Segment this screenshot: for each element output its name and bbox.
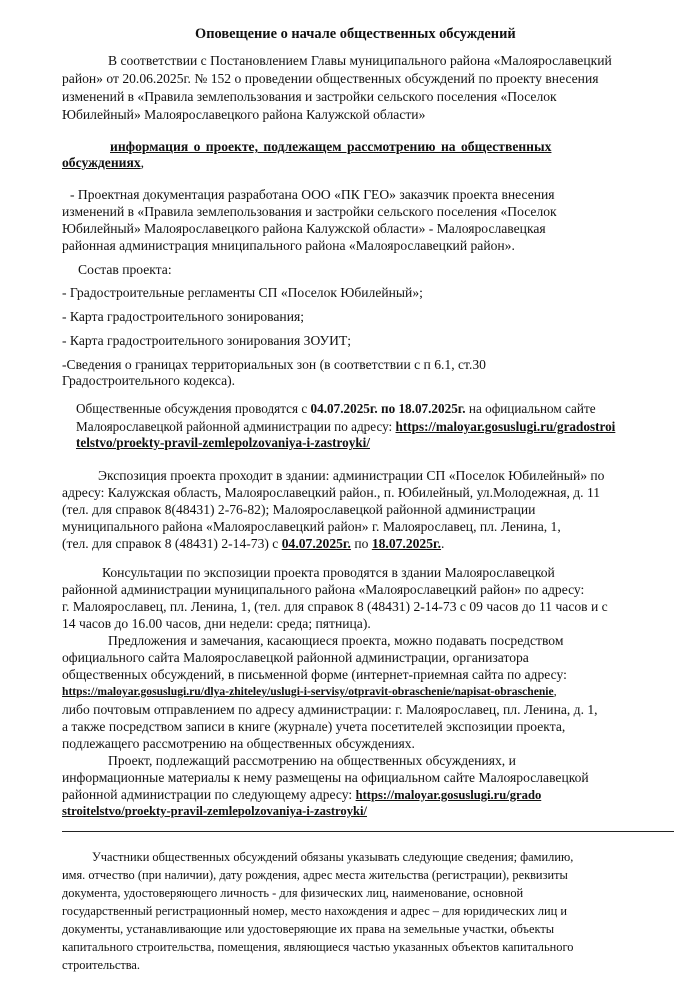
info-heading-line-1: информация о проекте, подлежащем рассмотрению на общественных	[110, 139, 552, 154]
proposals-line-4	[62, 683, 557, 700]
proposals-line-3: общественных обсуждений, в письменной форме (интернет-приемная сайта по адресу:	[62, 667, 567, 682]
appeal-link[interactable]: https://maloyar.gosuslugi.ru/dlya-zhiteley/uslugi-i-servisy/otpravit-obraschenie/napisat-obraschenie	[62, 685, 554, 698]
project-line-3	[62, 786, 541, 804]
footnote-line-5: документы, устанавливающие или удостоверяющие их права на земельные участки, объекты	[62, 922, 555, 936]
info-heading-line-2	[62, 154, 144, 171]
exposition-text: .	[441, 536, 445, 551]
exposition-line-4: муниципального района «Малоярославецкий район» г. Малоярославец, пл. Ленина, 1,	[62, 519, 561, 534]
project-link[interactable]: https://maloyar.gosuslugi.ru/grado	[355, 788, 542, 802]
discussion-text: Малоярославецкой районной администрации по адресу:	[76, 419, 396, 434]
exposition-line-5	[62, 535, 444, 552]
exposition-start-date: 04.07.2025г.	[281, 536, 351, 551]
composition-last-line-1: -Сведения о границах территориальных зон (в соответствии с п 6.1, ст.30	[62, 357, 486, 372]
footnote-line-1: Участники общественных обсуждений обязаны указывать следующие сведения; фамилию,	[92, 850, 574, 864]
intro-line-3: изменений в «Правила землепользования и застройки сельского поселения «Поселок	[62, 89, 557, 104]
consult-line-1: Консультации по экспозиции проекта проводятся в здании Малоярославецкой	[102, 565, 555, 580]
proposals-line-5: либо почтовым отправлением по адресу администрации: г. Малоярославец, пл. Ленина, д. 1,	[62, 702, 598, 717]
project-line-1: Проект, подлежащий рассмотрению на общественных обсуждениях, и	[108, 753, 516, 768]
developer-line-1: - Проектная документация разработана ООО «ПК ГЕО» заказчик проекта внесения	[70, 187, 555, 202]
discussion-text: на официальном сайте	[465, 401, 596, 416]
intro-line-1: В соответствии с Постановлением Главы муниципального района «Малоярославецкий	[108, 53, 612, 68]
proposals-line-1: Предложения и замечания, касающиеся проекта, можно подавать посредством	[108, 633, 564, 648]
proposals-line-2: официального сайта Малоярославецкой районной администрации, организатора	[62, 650, 529, 665]
notice-title: Оповещение о начале общественных обсуждений	[195, 26, 516, 42]
footnote-line-4: государственный регистрационный номер, место нахождения и адрес – для юридических лиц и	[62, 904, 568, 918]
exposition-line-3: (тел. для справок 8(48431) 2-76-82); Малоярославецкой районной администрации	[62, 502, 536, 517]
info-heading-comma: ,	[140, 155, 145, 170]
developer-line-2: изменений в «Правила землепользования и застройки сельского поселения «Поселок	[62, 204, 557, 219]
info-heading-word: обсуждениях	[62, 155, 141, 170]
project-line-2: информационные материалы к нему размещены на официальном сайте Малоярославецкой	[62, 770, 589, 785]
exposition-text: по	[350, 536, 372, 551]
project-text: районной администрации по следующему адресу:	[62, 787, 356, 802]
composition-item: - Карта градостроительного зонирования ЗОУИТ;	[62, 333, 352, 348]
discussion-dates: 04.07.2025г. по 18.07.2025г.	[310, 401, 466, 416]
consult-line-4: 14 часов до 16.00 часов, дни недели: среда; пятница).	[62, 616, 371, 631]
composition-heading: Состав проекта:	[78, 262, 172, 277]
proposals-line-6: а также посредством записи в книге (журнале) учета посетителей экспозиции проекта,	[62, 719, 566, 734]
discussion-link[interactable]: https://maloyar.gosuslugi.ru/gradostroi	[395, 419, 616, 434]
developer-line-4: районная администрация мниципального района «Малоярославецкий район».	[62, 238, 515, 253]
consult-line-2: районной администрации муниципального района «Малоярославецкий район» по адресу:	[62, 582, 585, 597]
footnote-line-7: строительства.	[62, 958, 141, 972]
composition-item: - Карта градостроительного зонирования;	[62, 309, 305, 324]
footnote-line-2: имя. отчество (при наличии), дату рождения, адрес места жительства (регистрации), реквизиты	[62, 868, 568, 882]
project-link-tail[interactable]: stroitelstvo/proekty-pravil-zemlepolzovaniya-i-zastroyki/	[62, 804, 368, 818]
developer-line-3: Юбилейный» Малоярославецкого района Калужской области» - Малоярославецкая	[62, 221, 546, 236]
discussion-line-2	[76, 418, 615, 435]
appeal-link-comma: ,	[553, 685, 557, 698]
intro-line-2: район» от 20.06.2025г. № 152 о проведении общественных обсуждений по проекту внесения	[62, 71, 599, 86]
exposition-text: (тел. для справок 8 (48431) 2-14-73) с	[62, 536, 282, 551]
footnote-line-3: документа, удостоверяющего личность - для физических лиц, наименование, основной	[62, 886, 524, 900]
intro-line-4: Юбилейный» Малоярославецкого района Калужской области»	[62, 107, 426, 122]
discussion-link-tail[interactable]: telstvo/proekty-pravil-zemlepolzovaniya-i-zastroyki/	[76, 435, 370, 450]
exposition-end-date: 18.07.2025г.	[371, 536, 442, 551]
exposition-line-2: адресу: Калужская область, Малоярославецкий район., п. Юбилейный, ул.Молодежная, д. 11	[62, 485, 601, 500]
composition-item: - Градостроительные регламенты СП «Поселок Юбилейный»;	[62, 285, 423, 300]
consult-line-3: г. Малоярославец, пл. Ленина, 1, (тел. для справок 8 (48431) 2-14-73 с 09 часов до 11 часов и с	[62, 599, 608, 614]
footnote-line-6: капитального строительства, помещения, являющиеся частью указанных объектов капитального	[62, 940, 574, 954]
discussion-text: Общественные обсуждения проводятся с	[76, 401, 311, 416]
exposition-line-1: Экспозиция проекта проходит в здании: администрации СП «Поселок Юбилейный» по	[98, 468, 605, 483]
discussion-line-1	[76, 400, 596, 417]
divider-line	[62, 831, 674, 832]
composition-last-line-2: Градостроительного кодекса).	[62, 373, 236, 388]
proposals-line-7: подлежащего рассмотрению на общественных обсуждениях.	[62, 736, 415, 751]
